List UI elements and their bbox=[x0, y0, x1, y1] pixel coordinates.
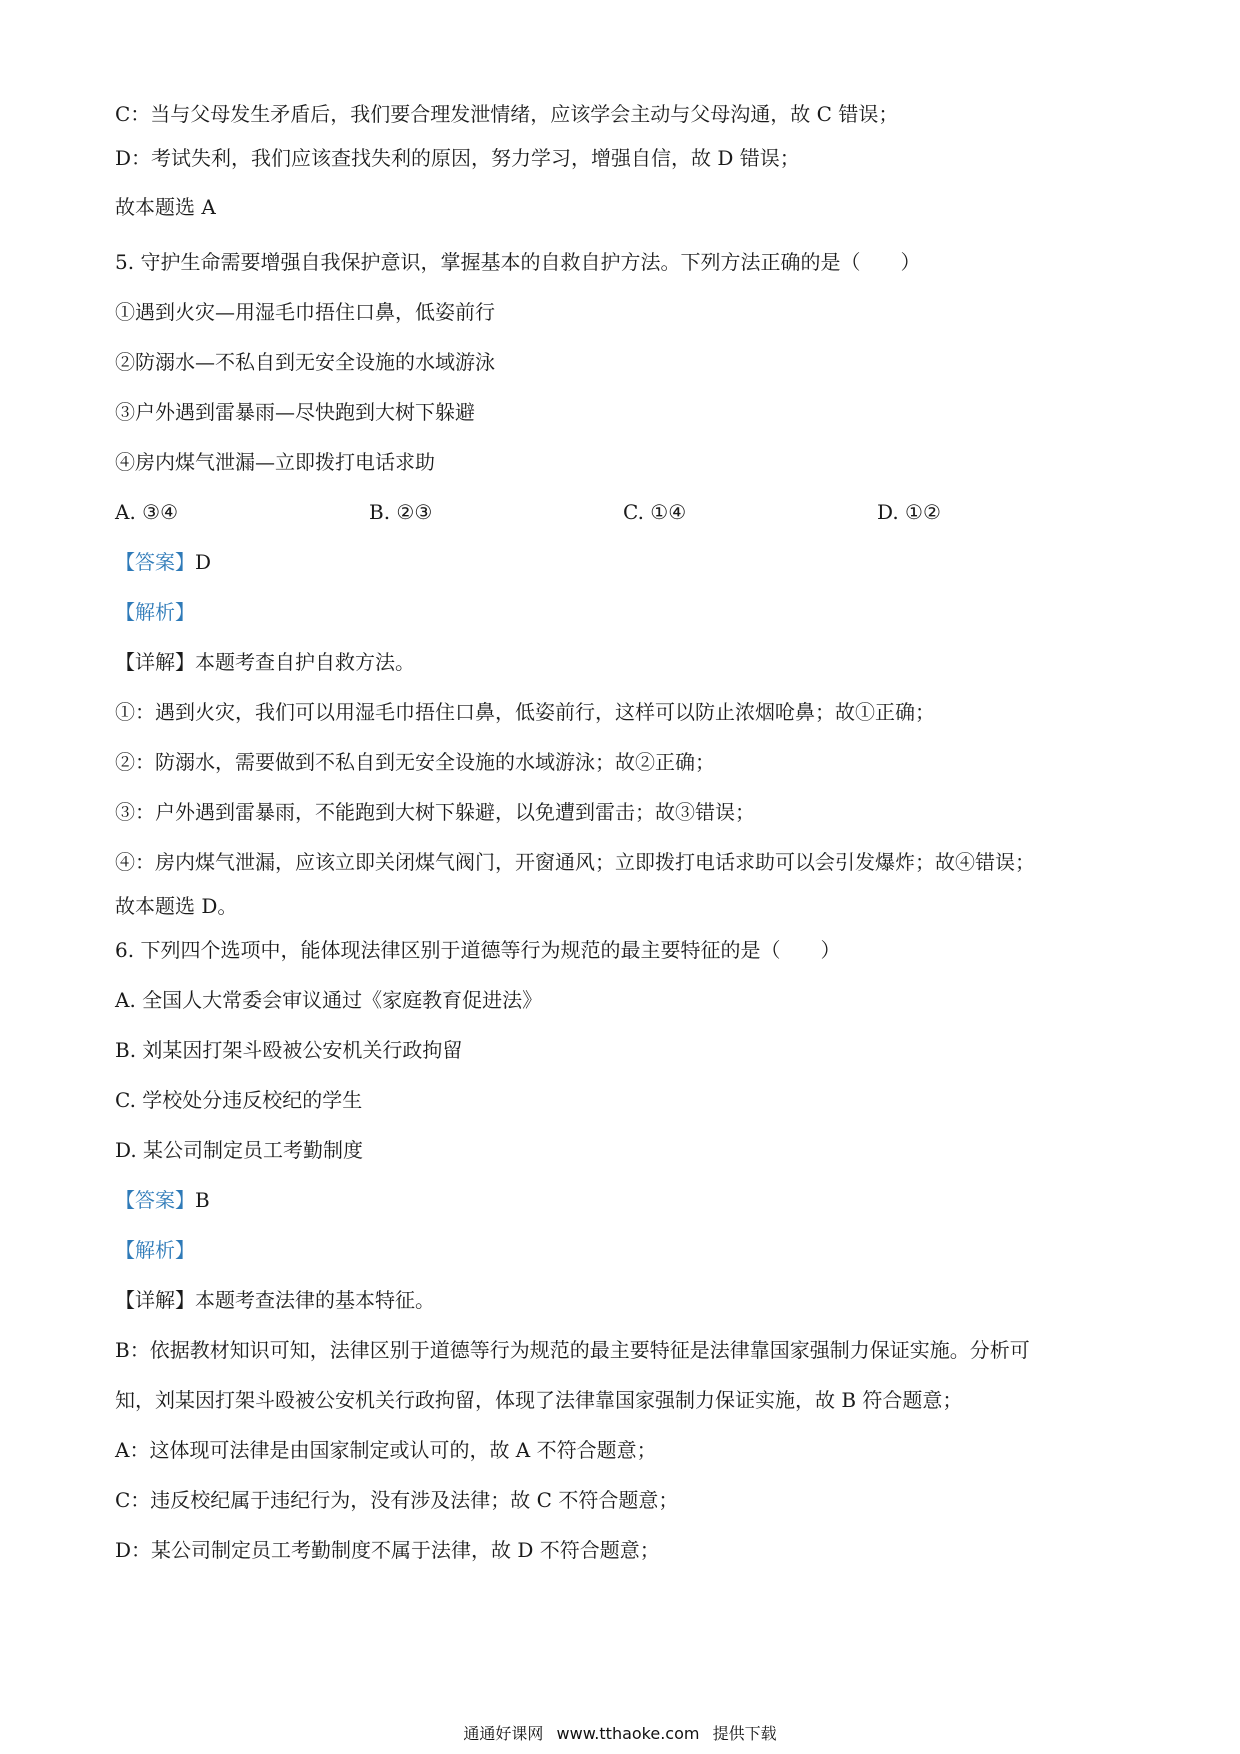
option-b: B. ②③ bbox=[369, 500, 433, 524]
explanation-line: D：某公司制定员工考勤制度不属于法律，故 D 不符合题意； bbox=[115, 1538, 660, 1562]
question-6-detail: 【详解】本题考查法律的基本特征。 bbox=[115, 1288, 435, 1312]
explanation-line: ④：房内煤气泄漏，应该立即关闭煤气阀门，开窗通风；立即拨打电话求助可以会引发爆炸；故④错误； bbox=[115, 850, 1035, 874]
question-6-answer bbox=[115, 1186, 1135, 1215]
question-5-stem: 5. 守护生命需要增强自我保护意识，掌握基本的自救自护方法。下列方法正确的是（ ） bbox=[115, 250, 921, 274]
question-5-item: ④房内煤气泄漏—立即拨打电话求助 bbox=[115, 450, 435, 474]
question-5-analysis-label: 【解析】 bbox=[115, 600, 195, 624]
question-6-option: D. 某公司制定员工考勤制度 bbox=[115, 1138, 364, 1162]
explanation-line: ③：户外遇到雷暴雨，不能跑到大树下躲避，以免遭到雷击；故③错误； bbox=[115, 800, 755, 824]
question-6-option: A. 全国人大常委会审议通过《家庭教育促进法》 bbox=[115, 988, 543, 1012]
text-line: D：考试失利，我们应该查找失利的原因，努力学习，增强自信，故 D 错误； bbox=[115, 146, 800, 170]
question-5-answer bbox=[115, 548, 1135, 577]
explanation-line: C：违反校纪属于违纪行为，没有涉及法律；故 C 不符合题意； bbox=[115, 1488, 679, 1512]
explanation-line: A：这体现可法律是由国家制定或认可的，故 A 不符合题意； bbox=[115, 1438, 657, 1462]
option-d: D. ①② bbox=[877, 500, 941, 524]
explanation-line: 知，刘某因打架斗殴被公安机关行政拘留，体现了法律靠国家强制力保证实施，故 B 符合题意； bbox=[115, 1388, 963, 1412]
conclusion-line: 故本题选 D。 bbox=[115, 894, 238, 918]
explanation-line: ②：防溺水，需要做到不私自到无安全设施的水域游泳；故②正确； bbox=[115, 750, 715, 774]
question-5-item: ②防溺水—不私自到无安全设施的水域游泳 bbox=[115, 350, 495, 374]
question-6-option: B. 刘某因打架斗殴被公安机关行政拘留 bbox=[115, 1038, 463, 1062]
document-page bbox=[115, 100, 1135, 1565]
question-5-item: ①遇到火灾—用湿毛巾捂住口鼻，低姿前行 bbox=[115, 300, 495, 324]
option-c: C. ①④ bbox=[623, 500, 687, 524]
answer-label: 【答案】 bbox=[115, 550, 195, 574]
page-footer bbox=[0, 1724, 1240, 1744]
explanation-line: B：依据教材知识可知，法律区别于道德等行为规范的最主要特征是法律靠国家强制力保证实施。分析可 bbox=[115, 1338, 1030, 1362]
option-a: A. ③④ bbox=[115, 500, 179, 524]
question-6-stem: 6. 下列四个选项中，能体现法律区别于道德等行为规范的最主要特征的是（ ） bbox=[115, 938, 841, 962]
question-5-options bbox=[115, 498, 1135, 527]
answer-value: B bbox=[195, 1188, 210, 1212]
question-5-item: ③户外遇到雷暴雨—尽快跑到大树下躲避 bbox=[115, 400, 475, 424]
footer-suffix: 提供下载 bbox=[712, 1724, 777, 1743]
question-6-analysis-label: 【解析】 bbox=[115, 1238, 195, 1262]
question-5-detail: 【详解】本题考查自护自救方法。 bbox=[115, 650, 415, 674]
footer-url[interactable]: www.tthaoke.com bbox=[556, 1724, 700, 1743]
answer-value: D bbox=[195, 550, 212, 574]
answer-label: 【答案】 bbox=[115, 1188, 195, 1212]
text-line: 故本题选 A bbox=[115, 195, 216, 219]
explanation-line: ①：遇到火灾，我们可以用湿毛巾捂住口鼻，低姿前行，这样可以防止浓烟呛鼻；故①正确； bbox=[115, 700, 935, 724]
footer-site-name: 通通好课网 bbox=[463, 1724, 544, 1743]
question-6-option: C. 学校处分违反校纪的学生 bbox=[115, 1088, 363, 1112]
text-line: C：当与父母发生矛盾后，我们要合理发泄情绪，应该学会主动与父母沟通，故 C 错误； bbox=[115, 102, 899, 126]
